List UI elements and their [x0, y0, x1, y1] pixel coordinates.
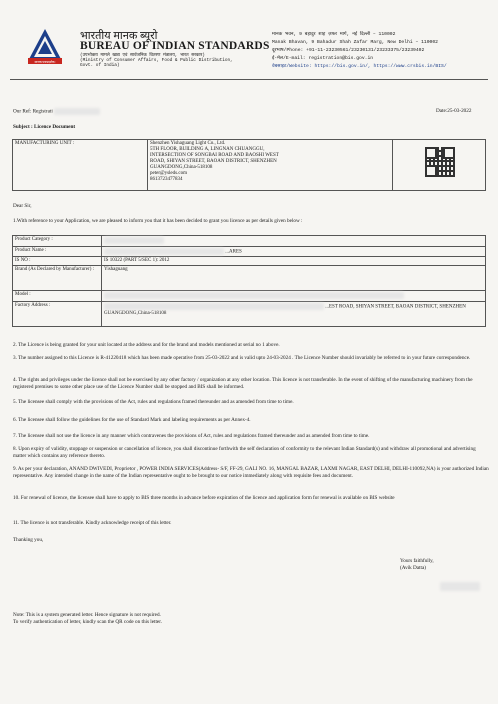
row-value-text: ...EST ROAD, SHIYAN STREET, BAOAN DISTRICT, SHENZHEN GUANGDONG,China-518108 [104, 304, 466, 316]
paragraph-10: 10. For renewal of licence, the licensee shall have to apply to BIS three months in advance before expiration of the licence and application form for renewal is available on BIS website [13, 495, 395, 501]
mfg-line: INTERSECTION OF SONGBAI ROAD AND BAOSHI WEST [150, 153, 279, 158]
row-value [102, 291, 486, 302]
table-row [13, 246, 486, 257]
note-line: To verify authentication of letter, kindly scan the QR code on this letter. [13, 619, 162, 625]
mfg-email: peter@ysleds.com [150, 171, 187, 176]
address-line: Manak Bhavan, 9 Bahadur Shah Zafar Marg, New Delhi – 110002 [272, 40, 438, 45]
row-label: Product Category : [13, 236, 102, 247]
note-line: Note: This is a system generated letter. Hence signature is not required. [13, 612, 161, 618]
table-row [13, 266, 486, 291]
row-value [102, 236, 486, 247]
ref-line [13, 108, 100, 116]
paragraph-7: 7. The licensee shall not use the licence in any manner which contravenes the provisions of Act, rules and regulations framed thereunder and as amended from time to time. [13, 433, 370, 439]
qr-cell [393, 140, 486, 191]
paragraph-4: 4. The rights and privileges under the licence shall not be exercised by any other factory / organization at any other location. This licence is not transferable. In the event of shifting of the manufacturing machinery from the registered premises to some other place use of the Licence Number shall be stopped and BIS shall be informed. [13, 377, 473, 390]
qr-code-icon [425, 147, 455, 177]
manufacturing-unit-table [12, 139, 486, 191]
closing: Thanking you, [13, 537, 44, 543]
table-row [13, 301, 486, 326]
hindi-org-name: भारतीय मानक ब्यूरो [80, 30, 158, 42]
org-name: BUREAU OF INDIAN STANDARDS [80, 40, 270, 52]
letter-date: Date:25-03-2022 [436, 108, 472, 114]
redacted-value [104, 237, 164, 244]
row-value [102, 246, 486, 257]
mfg-details [148, 140, 393, 191]
paragraph-3: 3. The number assigned to this Licence is R-41220418 which has been made operative from 25-03-2022 and is valid upto 24-03-2024 . The Licence Number should invariably be referred to in your future correspondence. [13, 355, 471, 361]
mfg-phone: 8613723477834 [150, 177, 183, 182]
phone-line: दूरभाष/Phone: +91-11-23230561/23230131/23233375/23239402 [272, 48, 425, 53]
paragraph-11: 11. The licence is not transferable. Kindly acknowledge receipt of this letter. [13, 520, 172, 526]
row-label: Product Name : [13, 246, 102, 257]
ref-label: Our Ref: Registrati [13, 108, 53, 115]
row-label: Brand (As Declared by Manufacturer) : [13, 266, 102, 291]
mfg-line: 5TH FLOOR, BUILDING A, LINGNAN CHUANGGU, [150, 147, 265, 152]
header-divider [10, 79, 488, 80]
ministry-line: Govt. of India) [80, 63, 120, 68]
ministry-line: (Ministry of Consumer Affairs, Food & Public Distribution, [80, 58, 233, 63]
mfg-label: MANUFACTURING UNIT : [13, 140, 148, 191]
row-value [102, 301, 486, 326]
redacted-value [104, 292, 404, 299]
email-line: ई-मेल/E-mail: registration@bis.gov.in [272, 56, 374, 61]
salutation: Dear Sir, [13, 203, 32, 209]
ministry-line: (उपभोक्ता मामले खाद्य एवं सार्वजनिक वितरण मंत्रालय, भारत सरकार) [80, 53, 205, 58]
mfg-line: GUANGDONG,China-518108 [150, 165, 213, 170]
table-row [13, 291, 486, 302]
row-value: IS 10322 (PART 5/SEC 1): 2012 [102, 257, 486, 266]
sign-off: Yours faithfully, [400, 558, 434, 564]
paragraph-8: 8. Upon expiry of validity, stoppage or suspension or cancellation of licence, you shall discontinue forthwith the self declaration of conformity to the relevant Indian Standard(s) and withdraw all promotional and advertising matter which contains any reference thereto. [13, 446, 476, 459]
table-row [13, 236, 486, 247]
address-line: मानक भवन, 9 बहादुर शाह ज़फर मार्ग, नई दिल्ली – 110002 [272, 32, 396, 37]
mfg-line: Shenzhen Yishaguang Light Co., Ltd. [150, 141, 226, 146]
row-label: Model : [13, 291, 102, 302]
subject-line: Subject : Licence Document [13, 124, 76, 130]
signatory-name: (Avik Datta) [400, 565, 426, 571]
licence-details-table [12, 235, 486, 327]
signature-block [400, 558, 434, 572]
website-line[interactable]: वेबसाइट/Website: https://bis.gov.in/, https://www.crsbis.in/BIS/ [272, 64, 447, 69]
row-value: Yishaguang [102, 266, 486, 291]
row-value-text: ...ARES [225, 249, 242, 255]
logo-text: मानक:पथप्रदर्शक: [34, 60, 56, 64]
paragraph-6: 6. The licensee shall follow the guidelines for the use of Standard Mark and labeling requirements as per Annex-4. [13, 417, 251, 423]
paragraph-2: 2. The Licence is being granted for your unit located at the address and for the brand and models mentioned at serial no 1 above. [13, 342, 280, 348]
redacted-signature [440, 582, 480, 591]
mfg-line: ROAD, SHIYAN STREET, BAOAN DISTRICT, SHENZHEN [150, 159, 277, 164]
paragraph-9: 9. As per your declaration, ANAND DWIVEDI, Proprietor , POWER INDIA SERVICES(Address- S/F, FF-29, GALI NO. 16, MANGAL BAZAR, LAXMI NAGAR, EAST DELHI, DELHI-110092,NA) is your authorized Indian representative. Any intended change in the name of the Indian representative ought to be brought to our notice immediately along with requisite fees and document. [13, 466, 489, 479]
row-label: IS NO : [13, 257, 102, 266]
intro-paragraph: 1.With reference to your Application, we are pleased to inform you that it has been decided to grant you licence as per details given below : [13, 218, 303, 224]
table-row [13, 257, 486, 266]
redacted-value [104, 303, 324, 310]
footer-note [13, 612, 162, 626]
org-ministry [80, 53, 240, 68]
redacted-value [104, 248, 224, 255]
org-address [272, 31, 482, 71]
row-label: Factory Address : [13, 301, 102, 326]
redacted-ref [54, 108, 100, 115]
paragraph-5: 5. The licensee shall comply with the provisions of the Act, rules and regulations framed thereunder and as amended from time to time. [13, 399, 294, 405]
bis-logo [26, 27, 64, 67]
